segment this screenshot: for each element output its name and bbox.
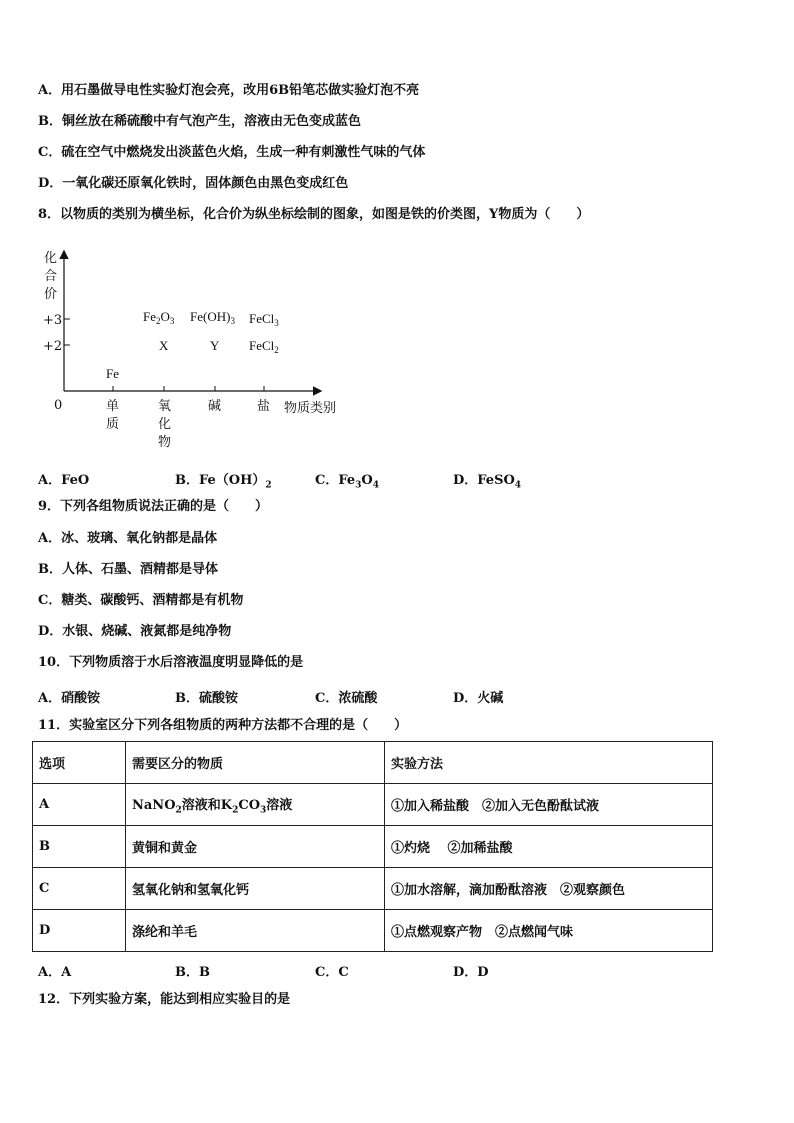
point-x: X bbox=[159, 338, 169, 353]
row-method: ①加入稀盐酸 ②加入无色酚酞试液 bbox=[385, 784, 713, 826]
q11-option-c: C．C bbox=[315, 965, 349, 980]
q11-table bbox=[32, 741, 713, 952]
header-method: 实验方法 bbox=[385, 742, 713, 784]
q9-stem: 9．下列各组物质说法正确的是（ ） bbox=[38, 499, 269, 514]
q9-option-c: C．糖类、碳酸钙、酒精都是有机物 bbox=[38, 593, 244, 608]
row-option: C bbox=[33, 868, 126, 910]
q11-option-b: B．B bbox=[175, 965, 210, 980]
q8-option-c: C．$Fe_3O_4$ bbox=[315, 473, 379, 491]
q7-option-a: A．用石墨做导电性实验灯泡会亮，改用6B铅笔芯做实验灯泡不亮 bbox=[38, 83, 420, 98]
row-option: B bbox=[33, 826, 126, 868]
q7-option-c: C．硫在空气中燃烧发出淡蓝色火焰，生成一种有刺激性气味的气体 bbox=[38, 145, 426, 160]
origin-label: 0 bbox=[54, 398, 63, 413]
x-tick-oxide-2: 化 bbox=[158, 417, 172, 432]
point-y: Y bbox=[210, 338, 220, 353]
row-substances: 氢氧化钠和氢氧化钙 bbox=[126, 868, 385, 910]
y-axis-label-2: 合 bbox=[44, 269, 58, 284]
x-tick-oxide-3: 物 bbox=[158, 435, 172, 450]
q9-option-b: B．人体、石墨、酒精都是导体 bbox=[38, 562, 218, 577]
row-substances: 黄铜和黄金 bbox=[126, 826, 385, 868]
iron-valence-category-chart bbox=[30, 240, 370, 460]
q10-option-a: A．硝酸铵 bbox=[38, 691, 101, 706]
y-tick-plus2: +2 bbox=[43, 339, 63, 354]
x-tick-element-1: 单 bbox=[106, 399, 120, 414]
row-substances: NaNO$_2$溶液和$K_2CO_3$溶液 bbox=[126, 784, 385, 826]
q10-stem: 10．下列物质溶于水后溶液温度明显降低的是 bbox=[38, 655, 304, 670]
row-option: D bbox=[33, 910, 126, 952]
x-tick-oxide-1: 氧 bbox=[158, 399, 172, 414]
q7-option-d: D．一氧化碳还原氧化铁时，固体颜色由黑色变成红色 bbox=[38, 176, 349, 191]
q9-option-a: A．冰、玻璃、氧化钠都是晶体 bbox=[38, 531, 218, 546]
row-option: A bbox=[33, 784, 126, 826]
q8-option-d: D．FeSO$_4$ bbox=[453, 473, 522, 491]
q11-option-d: D．D bbox=[453, 965, 489, 980]
y-axis-label-3: 价 bbox=[44, 287, 58, 302]
q10-option-b: B．硫酸铵 bbox=[175, 691, 238, 706]
q8-option-a: A．FeO bbox=[38, 473, 90, 488]
q7-option-b: B．铜丝放在稀硫酸中有气泡产生，溶液由无色变成蓝色 bbox=[38, 114, 361, 129]
x-tick-element-2: 质 bbox=[106, 417, 120, 432]
point-fecl2: FeCl$_2$ bbox=[249, 338, 279, 355]
x-tick-base: 碱 bbox=[208, 399, 222, 414]
table-row bbox=[33, 784, 713, 826]
table-row bbox=[33, 826, 713, 868]
q9-option-d: D．水银、烧碱、液氮都是纯净物 bbox=[38, 624, 232, 639]
y-axis-label-1: 化 bbox=[44, 251, 58, 266]
point-fe2o3: $Fe_2O_3$ bbox=[143, 309, 175, 326]
header-substances: 需要区分的物质 bbox=[126, 742, 385, 784]
point-fe: Fe bbox=[106, 366, 119, 381]
x-tick-salt: 盐 bbox=[257, 399, 271, 414]
point-feoh3: $Fe(OH)_3$ bbox=[190, 309, 235, 326]
q8-option-b: B．$Fe(OH)_2$ bbox=[175, 473, 272, 491]
table-row bbox=[33, 868, 713, 910]
q11-option-a: A．A bbox=[38, 965, 72, 980]
row-method: ①灼烧 ②加稀盐酸 bbox=[385, 826, 713, 868]
row-substances: 涤纶和羊毛 bbox=[126, 910, 385, 952]
q10-option-c: C．浓硫酸 bbox=[315, 691, 378, 706]
row-method: ①点燃观察产物 ②点燃闻气味 bbox=[385, 910, 713, 952]
row-method: ①加水溶解，滴加酚酞溶液 ②观察颜色 bbox=[385, 868, 713, 910]
table-header-row bbox=[33, 742, 713, 784]
header-option: 选项 bbox=[33, 742, 126, 784]
x-axis-label: 物质类别 bbox=[284, 401, 337, 416]
q10-option-d: D．火碱 bbox=[453, 691, 504, 706]
q12-stem: 12．下列实验方案，能达到相应实验目的是 bbox=[38, 992, 291, 1007]
table-row bbox=[33, 910, 713, 952]
q8-stem: 8．以物质的类别为横坐标，化合价为纵坐标绘制的图象，如图是铁的价类图，Y物质为（ ） bbox=[38, 207, 590, 222]
q11-stem: 11．实验室区分下列各组物质的两种方法都不合理的是（ ） bbox=[38, 718, 408, 733]
point-fecl3: FeCl$_3$ bbox=[249, 311, 279, 328]
y-tick-plus3: +3 bbox=[43, 313, 63, 328]
